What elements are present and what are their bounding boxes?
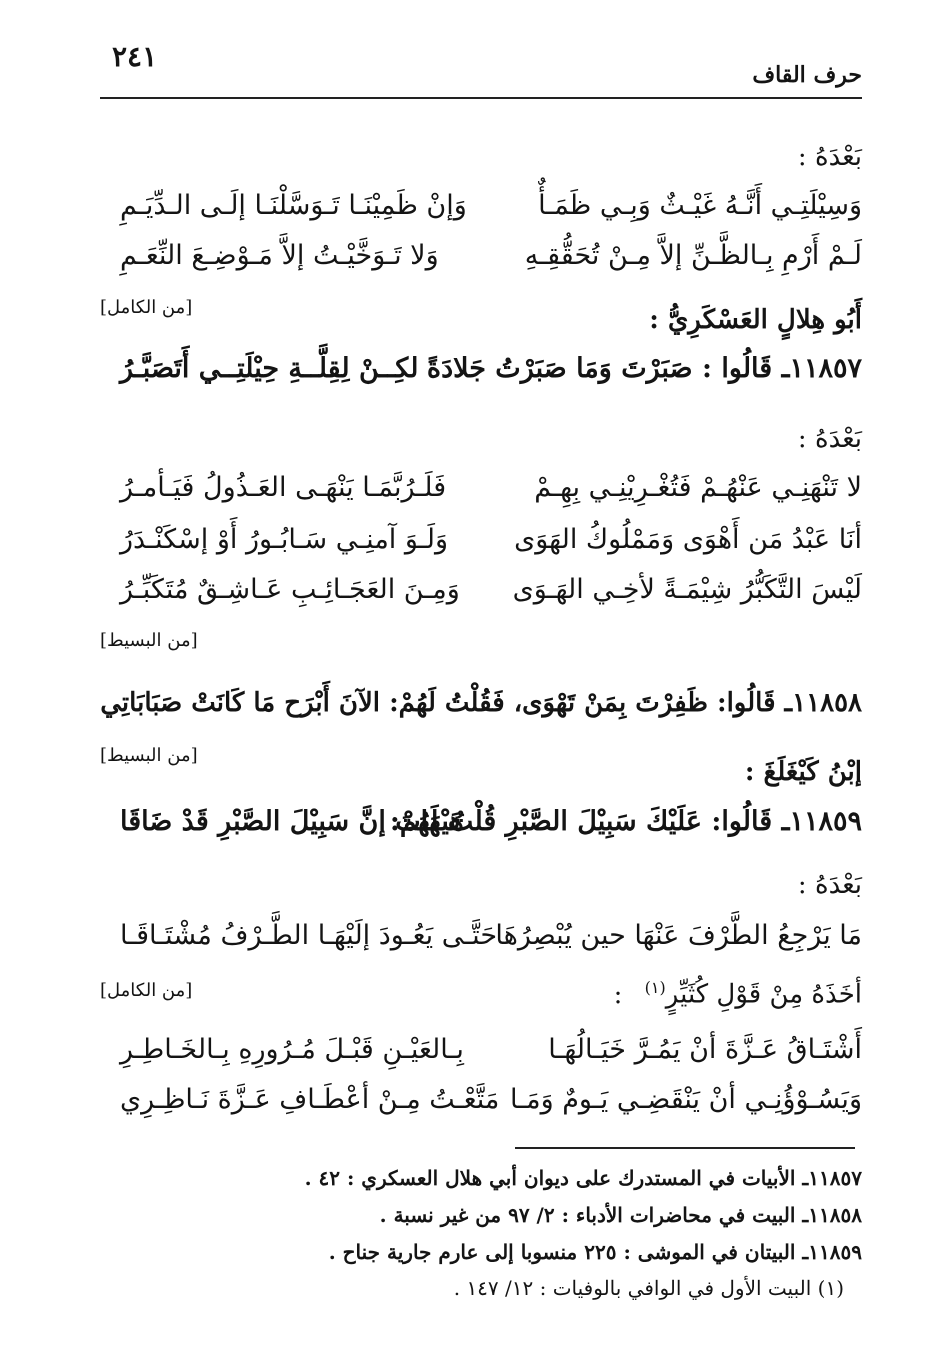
verse-hemistich-right: لا تَنْهَنِـي عَنْهُـمْ فَتُغْـرِيْنِـي بِهِـمْ: [534, 472, 862, 503]
verse-hemistich-left: وَإنْ ظَمِيْنَـا تَـوَسَّلْنَـا إلَـى الـدِّيَـمِ: [120, 190, 467, 221]
verse-hemistich-right: لَـمْ أَرْمِ بِـالظَّـنِّ إلاَّ مِـنْ تُحَقُّقِـهِ: [524, 240, 862, 271]
footnote-11858: ١١٨٥٨ـ البيت في محاضرات الأدباء : ٢/ ٩٧ من غير نسبة .: [379, 1203, 862, 1227]
verse-hemistich-left: وَلا تَـوَخَّيْـتُ إلاَّ مَـوْضِـعَ النِّعَـمِ: [120, 240, 439, 271]
footnote-11857: ١١٨٥٧ـ الأبيات في المستدرك على ديوان أبي هلال العسكري : ٤٢ .: [304, 1166, 862, 1190]
meter-tag: [من الكامل]: [100, 980, 193, 1001]
poet-name: أَبُو هِلالٍ العَسْكَرِيُّ :: [649, 305, 862, 335]
footnote-rule: [515, 1147, 855, 1149]
footnote-1: (١) البيت الأول في الوافي بالوفيات : ١٢/ ١٤٧ .: [453, 1276, 844, 1300]
continuation-label: بَعْدَهُ :: [797, 870, 862, 900]
entry-11857-first: ١١٨٥٧ـ قَالُوا : صَبَرْتَ وَمَا صَبَرْتُ جَلادَةً: [426, 353, 862, 384]
entry-11859-second: هَيْهَاتَ إنَّ سَبِيْلَ الصَّبْرِ قَدْ ضَاقَا: [120, 806, 464, 837]
meter-tag: [من البسيط]: [100, 745, 198, 766]
verse-hemistich-right: وَسِيْلَتِـي أَنَّـهُ غَيْـثٌ وَبِـي ظَمَـأٌ: [538, 190, 862, 221]
verse-hemistich-left: مَتَّعْـتُ مِـنْ أعْطَـافِ عَـزَّةَ نَـاظِـرِي: [120, 1084, 500, 1115]
verse-hemistich-left: فَلَـرُبَّمَـا يَنْهَـى العَـذُولُ فَيَـأمـرُ: [120, 472, 447, 503]
verse-hemistich-left: حَتَّـى يَعُـودَ إلَيْهَـا الطَّـرْفُ مُشْتَـاقَـا: [120, 920, 498, 951]
footnote-ref[interactable]: (١): [644, 978, 666, 997]
entry-11857-second: لكِــنْ لِقِلَّــةِ حِيْلَتِــي أَتَصَبَّـرُ: [120, 353, 419, 384]
continuation-label: بَعْدَهُ :: [797, 424, 862, 454]
verse-hemistich-right: لَيْسَ التَّكَبُّرُ شِيْمَـةً لأخِـي الهَـوَى: [512, 574, 862, 605]
verse-hemistich-left: بِـالعَيْـنِ قَبْـلَ مُـرُورِهِ بِـالخَـاطِـرِ: [120, 1034, 464, 1065]
entry-11858: ١١٨٥٨ـ قَالُوا: ظَفِرْتَ بِمَنْ تَهْوَى، فَقُلْتُ لَهُمْ: الآنَ أَبْرَح مَا كَانَتْ صَبَابَاتِي: [100, 688, 862, 718]
verse-hemistich-right: أنَا عَبْدُ مَن أَهْوَى وَمَمْلُوكُ الهَوَى: [514, 524, 862, 555]
verse-hemistich-right: أَشْتَـاقُ عَـزَّةَ أنْ يَمُـرَّ خَيَـالُهَـا: [548, 1034, 862, 1065]
continuation-label: بَعْدَهُ :: [797, 142, 862, 172]
entry-11859-first: ١١٨٥٩ـ قَالُوا: عَلَيْكَ سَبِيْلَ الصَّبْرِ قُلْتُ لَهُمْ:: [389, 806, 862, 837]
page-number: ٢٤١: [112, 40, 158, 73]
footnote-11859: ١١٨٥٩ـ البيتان في الموشى : ٢٢٥ منسوبا إلى عارم جارية جناح .: [328, 1240, 862, 1264]
verse-hemistich-left: وَمِـنَ العَجَـائِـبِ عَـاشِـقٌ مُتَكَبِّـرُ: [120, 574, 460, 605]
source-colon: :: [613, 979, 623, 1010]
chapter-title: حرف القاف: [752, 62, 862, 88]
meter-tag: [من البسيط]: [100, 630, 198, 651]
meter-tag: [من الكامل]: [100, 297, 193, 318]
header-rule: [100, 97, 862, 99]
source-text: أخَذَهُ مِنْ قَوْلِ كُثَيِّرٍ: [665, 979, 862, 1010]
source-line: [614, 978, 862, 1010]
verse-hemistich-right: وَيَسُـوْؤُنِـي أنْ يَنْقَضِـي يَـومٌ وَمَـا: [509, 1084, 862, 1115]
poet-name: إبْنُ كَيْغَلَغَ :: [744, 757, 862, 787]
verse-hemistich-right: مَا يَرْجِعُ الطَّرْفَ عَنْهَا حين يُبْصِرُهَا: [495, 920, 862, 951]
verse-hemistich-left: وَلَـوَ آمنِـي سَـابُـورُ أَوْ إسْكَنْـدَرُ: [120, 524, 448, 555]
